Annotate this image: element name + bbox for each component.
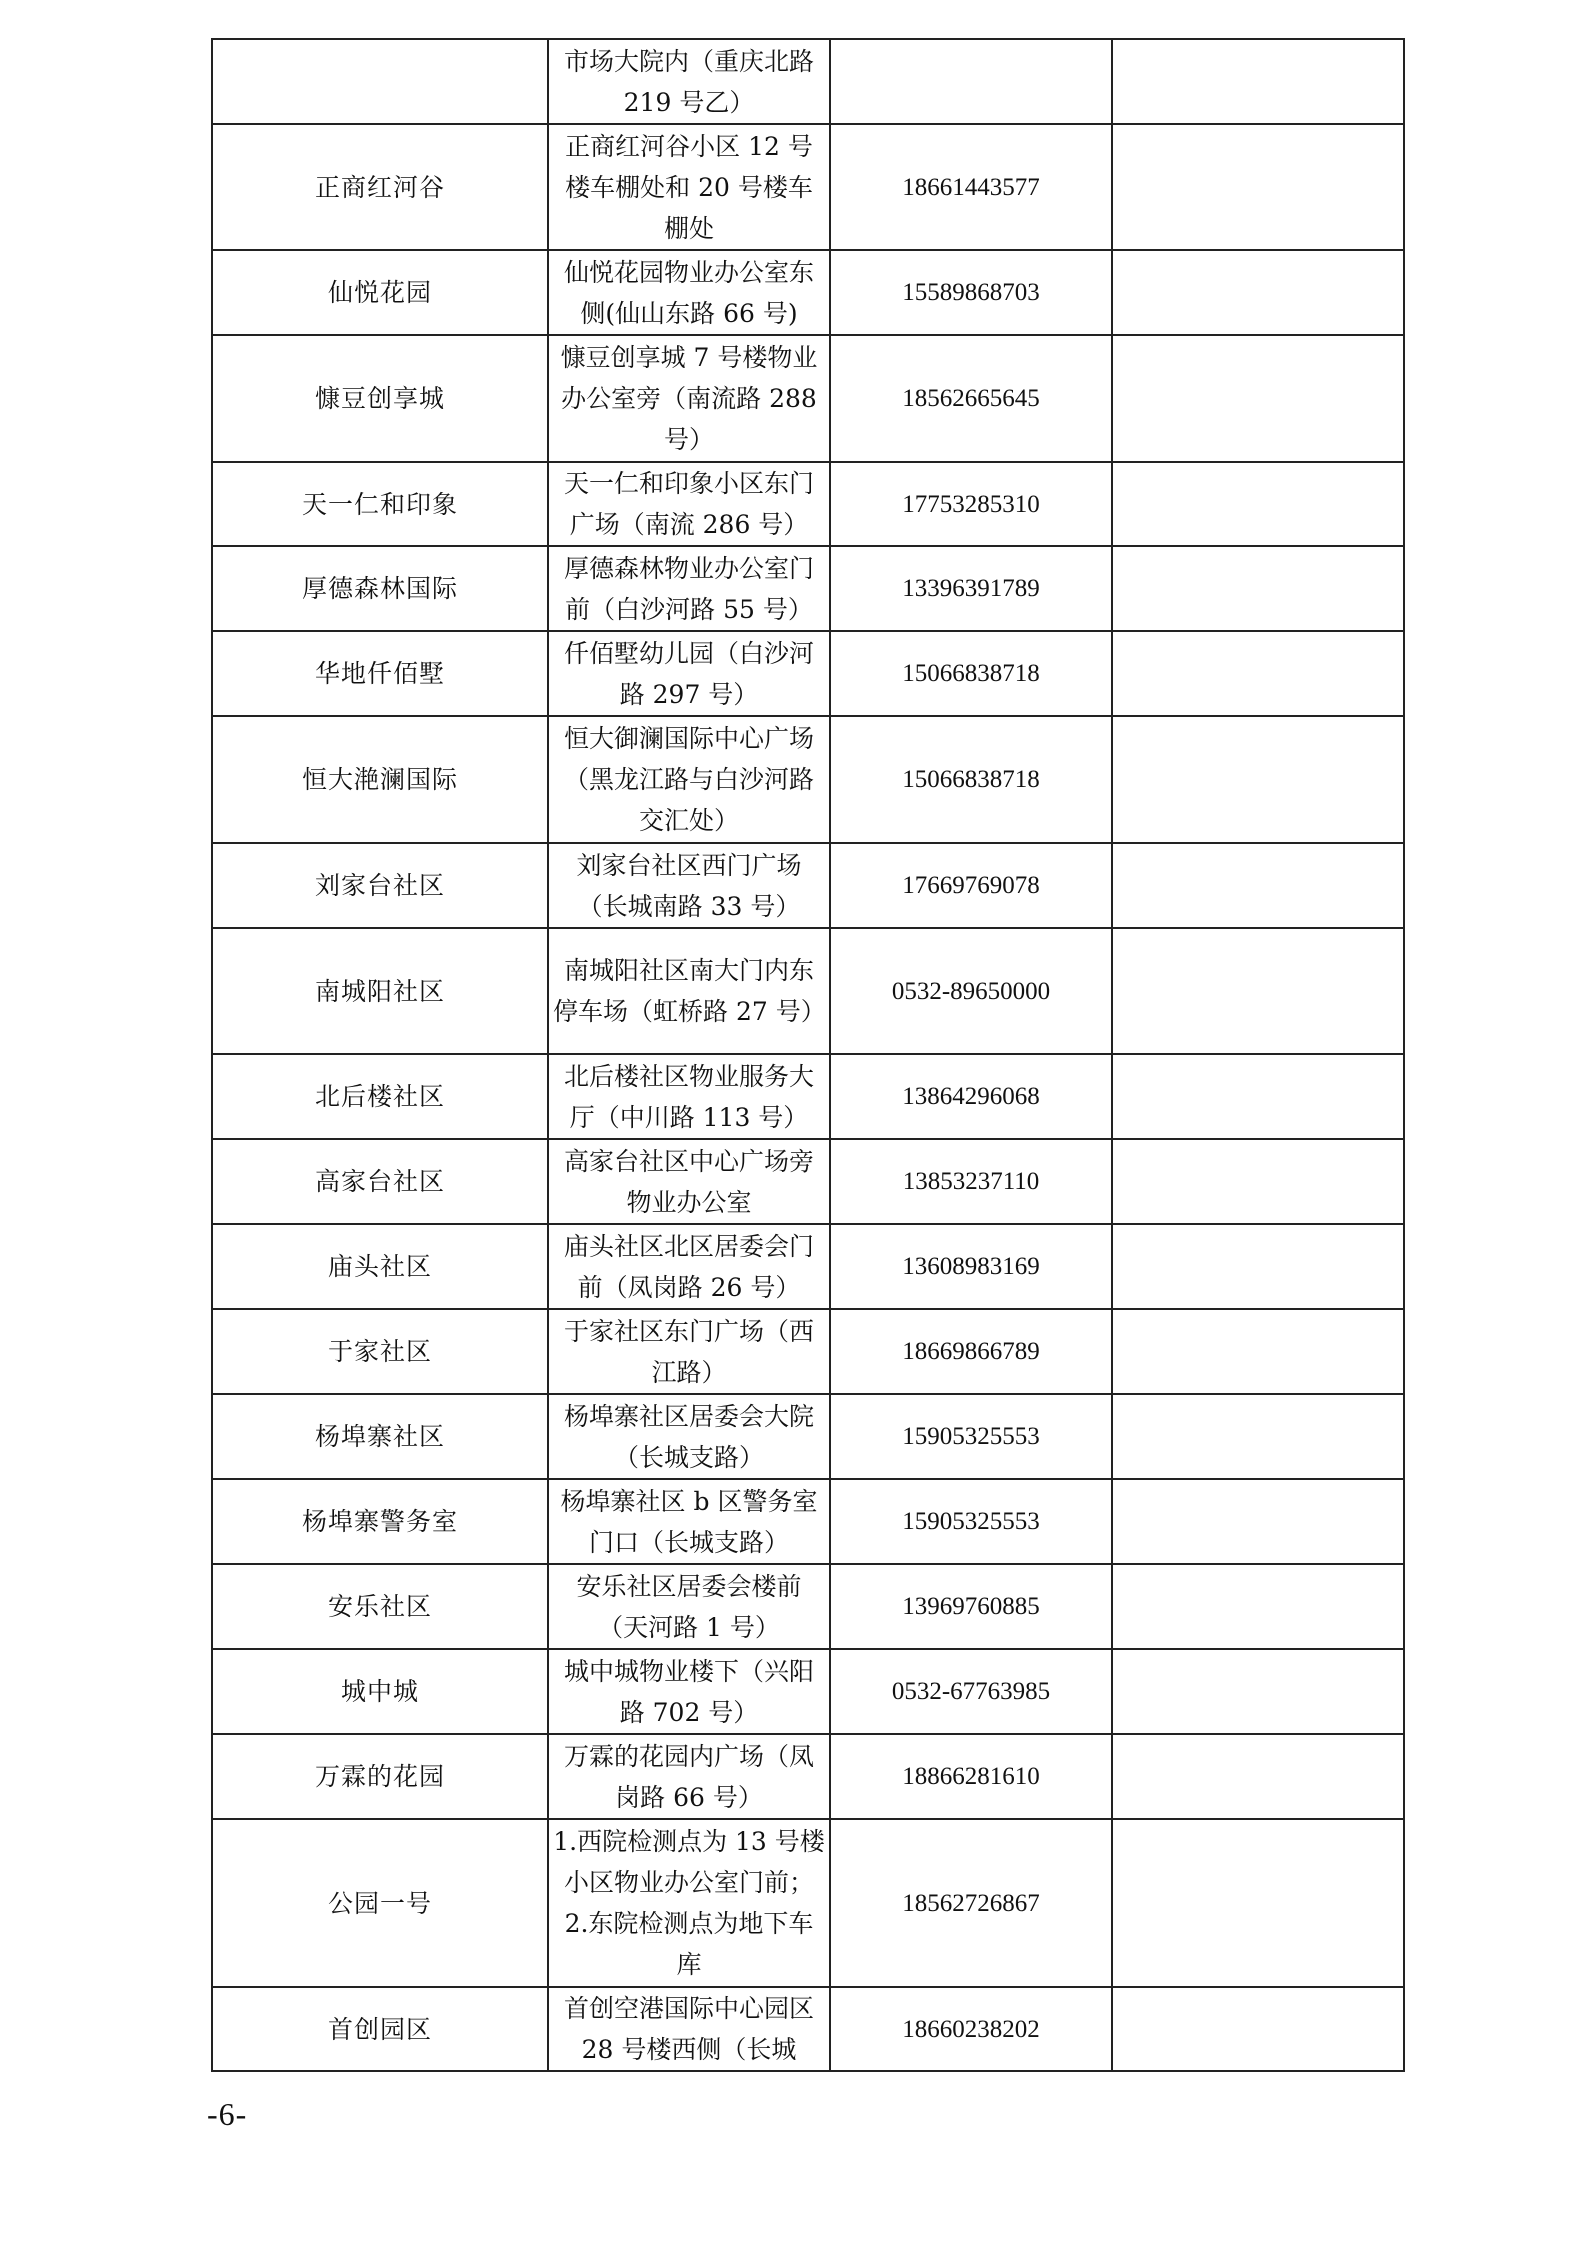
- site-note-cell: [1112, 39, 1404, 124]
- site-name-cell: 厚德森林国际: [212, 546, 548, 631]
- site-name-cell: 公园一号: [212, 1819, 548, 1987]
- site-name-cell: 杨埠寨社区: [212, 1394, 548, 1479]
- site-address-cell: 天一仁和印象小区东门广场（南流 286 号）: [548, 462, 830, 546]
- site-address-cell: 慷豆创享城 7 号楼物业办公室旁（南流路 288 号）: [548, 335, 830, 462]
- table-row: [212, 716, 1404, 843]
- site-note-cell: [1112, 1054, 1404, 1139]
- site-phone-cell: 13608983169: [830, 1224, 1112, 1309]
- table-row: [212, 546, 1404, 631]
- site-address-cell: 刘家台社区西门广场（长城南路 33 号）: [548, 843, 830, 928]
- site-address-cell: 南城阳社区南大门内东停车场（虹桥路 27 号）: [548, 928, 830, 1054]
- site-name-cell: 高家台社区: [212, 1139, 548, 1224]
- site-address-cell: 北后楼社区物业服务大厅（中川路 113 号）: [548, 1054, 830, 1139]
- table-row: [212, 1987, 1404, 2071]
- site-note-cell: [1112, 250, 1404, 335]
- site-phone-cell: 18660238202: [830, 1987, 1112, 2071]
- site-phone-cell: 0532-89650000: [830, 928, 1112, 1054]
- site-note-cell: [1112, 843, 1404, 928]
- site-name-cell: 万霖的花园: [212, 1734, 548, 1819]
- site-name-cell: 南城阳社区: [212, 928, 548, 1054]
- site-note-cell: [1112, 1649, 1404, 1734]
- site-phone-cell: 18562665645: [830, 335, 1112, 462]
- site-name-cell: 首创园区: [212, 1987, 548, 2071]
- site-name-cell: 仙悦花园: [212, 250, 548, 335]
- table-row: [212, 1394, 1404, 1479]
- table-row: [212, 1819, 1404, 1987]
- site-note-cell: [1112, 124, 1404, 250]
- site-name-cell: 刘家台社区: [212, 843, 548, 928]
- site-address-cell: 仙悦花园物业办公室东侧(仙山东路 66 号): [548, 250, 830, 335]
- site-phone-cell: 17669769078: [830, 843, 1112, 928]
- site-phone-cell: 18562726867: [830, 1819, 1112, 1987]
- site-address-cell: 于家社区东门广场（西江路）: [548, 1309, 830, 1394]
- site-name-cell: 恒大滟澜国际: [212, 716, 548, 843]
- site-address-cell: 庙头社区北区居委会门前（凤岗路 26 号）: [548, 1224, 830, 1309]
- site-note-cell: [1112, 928, 1404, 1054]
- site-address-cell: 厚德森林物业办公室门前（白沙河路 55 号）: [548, 546, 830, 631]
- site-address-cell: 恒大御澜国际中心广场（黑龙江路与白沙河路交汇处）: [548, 716, 830, 843]
- site-phone-cell: 18661443577: [830, 124, 1112, 250]
- site-note-cell: [1112, 1819, 1404, 1987]
- site-note-cell: [1112, 631, 1404, 716]
- table-row: [212, 1309, 1404, 1394]
- site-name-cell: 城中城: [212, 1649, 548, 1734]
- site-address-cell: 高家台社区中心广场旁物业办公室: [548, 1139, 830, 1224]
- site-note-cell: [1112, 1224, 1404, 1309]
- site-address-cell: 城中城物业楼下（兴阳路 702 号）: [548, 1649, 830, 1734]
- site-address-cell: 杨埠寨社区 b 区警务室门口（长城支路）: [548, 1479, 830, 1564]
- site-name-cell: 于家社区: [212, 1309, 548, 1394]
- table-row: [212, 462, 1404, 546]
- site-phone-cell: 15066838718: [830, 716, 1112, 843]
- table-row: [212, 1054, 1404, 1139]
- table-row: [212, 1734, 1404, 1819]
- site-phone-cell: 18669866789: [830, 1309, 1112, 1394]
- site-name-cell: 安乐社区: [212, 1564, 548, 1649]
- site-address-cell: 仟佰墅幼儿园（白沙河路 297 号）: [548, 631, 830, 716]
- site-name-cell: 华地仟佰墅: [212, 631, 548, 716]
- site-address-cell: 安乐社区居委会楼前（天河路 1 号）: [548, 1564, 830, 1649]
- site-note-cell: [1112, 546, 1404, 631]
- table-row: [212, 250, 1404, 335]
- table-row: [212, 843, 1404, 928]
- site-name-cell: [212, 39, 548, 124]
- site-phone-cell: 15905325553: [830, 1479, 1112, 1564]
- site-phone-cell: 15905325553: [830, 1394, 1112, 1479]
- site-name-cell: 天一仁和印象: [212, 462, 548, 546]
- site-phone-cell: 15066838718: [830, 631, 1112, 716]
- site-name-cell: 北后楼社区: [212, 1054, 548, 1139]
- site-phone-cell: 18866281610: [830, 1734, 1112, 1819]
- site-name-cell: 庙头社区: [212, 1224, 548, 1309]
- site-name-cell: 正商红河谷: [212, 124, 548, 250]
- site-name-cell: 慷豆创享城: [212, 335, 548, 462]
- site-name-cell: 杨埠寨警务室: [212, 1479, 548, 1564]
- site-phone-cell: 13853237110: [830, 1139, 1112, 1224]
- table-row: [212, 1564, 1404, 1649]
- table-row: [212, 124, 1404, 250]
- site-phone-cell: 15589868703: [830, 250, 1112, 335]
- site-address-cell: 万霖的花园内广场（凤岗路 66 号）: [548, 1734, 830, 1819]
- site-note-cell: [1112, 1139, 1404, 1224]
- site-note-cell: [1112, 1479, 1404, 1564]
- site-address-cell: 市场大院内（重庆北路 219 号乙）: [548, 39, 830, 124]
- site-note-cell: [1112, 335, 1404, 462]
- site-address-cell: 正商红河谷小区 12 号楼车棚处和 20 号楼车棚处: [548, 124, 830, 250]
- site-phone-cell: 13396391789: [830, 546, 1112, 631]
- site-phone-cell: 17753285310: [830, 462, 1112, 546]
- table-row: [212, 335, 1404, 462]
- site-address-cell: 杨埠寨社区居委会大院（长城支路）: [548, 1394, 830, 1479]
- site-note-cell: [1112, 1309, 1404, 1394]
- site-address-cell: 首创空港国际中心园区 28 号楼西侧（长城: [548, 1987, 830, 2071]
- table-row: [212, 1479, 1404, 1564]
- table-row: [212, 631, 1404, 716]
- page-number: -6-: [207, 2096, 248, 2132]
- table-row: [212, 928, 1404, 1054]
- table-row: [212, 39, 1404, 124]
- site-phone-cell: 0532-67763985: [830, 1649, 1112, 1734]
- site-note-cell: [1112, 462, 1404, 546]
- table-row: [212, 1139, 1404, 1224]
- site-address-cell: 1.西院检测点为 13 号楼小区物业办公室门前；2.东院检测点为地下车库: [548, 1819, 830, 1987]
- testing-sites-table: [211, 38, 1405, 2072]
- site-note-cell: [1112, 716, 1404, 843]
- table-row: [212, 1224, 1404, 1309]
- site-note-cell: [1112, 1734, 1404, 1819]
- table-row: [212, 1649, 1404, 1734]
- site-phone-cell: 13864296068: [830, 1054, 1112, 1139]
- site-note-cell: [1112, 1987, 1404, 2071]
- site-note-cell: [1112, 1564, 1404, 1649]
- site-phone-cell: [830, 39, 1112, 124]
- site-phone-cell: 13969760885: [830, 1564, 1112, 1649]
- site-note-cell: [1112, 1394, 1404, 1479]
